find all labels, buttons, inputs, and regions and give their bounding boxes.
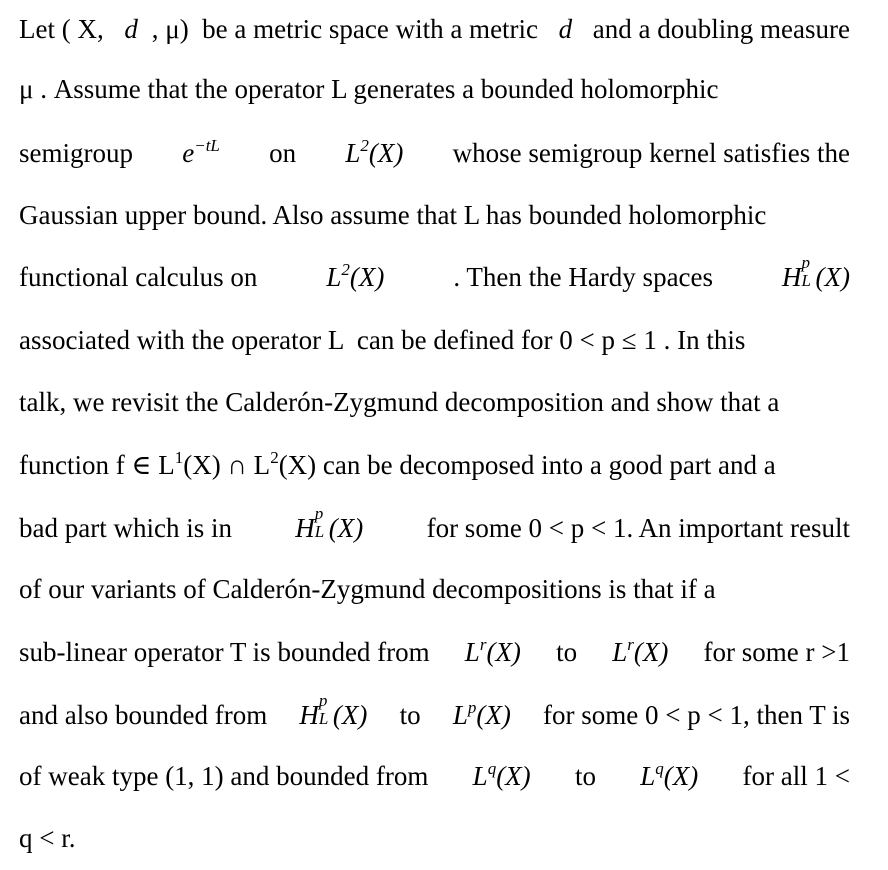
l2-arg: (X) xyxy=(368,138,404,168)
text-semigroup: semigroup xyxy=(19,138,140,168)
l2-arg-2: (X) xyxy=(349,262,385,292)
hardy-arg-3: (X) xyxy=(332,700,368,730)
text-sub-linear: sub-linear operator T is bounded from xyxy=(19,637,437,667)
text-then-t: for some 0 < p < 1, then T is xyxy=(536,700,850,730)
abstract-line-1 xyxy=(19,9,850,49)
l1-exponent: 1 xyxy=(174,448,184,467)
abstract-line-10 xyxy=(19,569,850,609)
text-decomposed: (X) can be decomposed into a good part and a xyxy=(278,450,776,480)
text-line-6: associated with the operator L can be defined for 0 < p ≤ 1 . In this xyxy=(19,325,746,355)
metric-symbol-d: d xyxy=(124,14,138,44)
l2-space-2 xyxy=(326,257,384,297)
text-line-10: of our variants of Calderón-Zygmund decompositions is that if a xyxy=(19,574,716,604)
lq-space-1 xyxy=(473,756,531,796)
text-weak-type: of weak type (1, 1) and bounded from xyxy=(19,761,436,791)
text-let: Let ( X, xyxy=(19,14,111,44)
hardy-sup-3: p xyxy=(318,691,328,710)
abstract-line-2 xyxy=(19,69,850,109)
abstract-line-3 xyxy=(19,133,850,173)
lp-base: L xyxy=(452,700,468,730)
abstract-line-4 xyxy=(19,195,850,235)
lp-arg: (X) xyxy=(476,700,511,730)
hardy-sup-2: p xyxy=(314,504,324,523)
text-also-bounded: and also bounded from xyxy=(19,700,274,730)
l2-base-2: L xyxy=(326,262,342,292)
lq-arg-1: (X) xyxy=(496,761,531,791)
hardy-sup-1: p xyxy=(801,253,810,272)
text-to-1: to xyxy=(549,637,584,667)
hardy-space-2 xyxy=(295,504,364,548)
text-line-14: q < r. xyxy=(19,823,76,853)
text-line-4: Gaussian upper bound. Also assume that L has bounded holomorphic xyxy=(19,200,767,230)
exp-base: e xyxy=(182,138,195,168)
lr-base-2: L xyxy=(612,637,628,667)
text-on: on xyxy=(262,138,303,168)
hardy-arg-1: (X) xyxy=(815,262,850,292)
text-hardy-spaces: . Then the Hardy spaces xyxy=(446,262,720,292)
lr-arg-1: (X) xyxy=(486,637,521,667)
abstract-line-13 xyxy=(19,756,850,796)
hardy-sub-2: L xyxy=(314,522,325,541)
text-metric-space: , μ) be a metric space with a metric xyxy=(151,14,545,44)
hardy-space-1 xyxy=(781,253,850,297)
lr-space-1 xyxy=(465,632,521,672)
hardy-base-1: H xyxy=(781,262,802,292)
text-to-3: to xyxy=(568,761,603,791)
text-bad-part: bad part which is in xyxy=(19,513,239,543)
text-doubling-measure: and a doubling measure xyxy=(586,14,850,44)
lq-exponent-1: q xyxy=(487,759,497,778)
hardy-sub-3: L xyxy=(318,709,329,728)
abstract-line-6 xyxy=(19,320,850,360)
lr-exponent-1: r xyxy=(479,635,487,654)
abstract-line-9 xyxy=(19,504,850,548)
lq-base-1: L xyxy=(472,761,488,791)
text-line-2: μ . Assume that the operator L generates a bounded holomorphic xyxy=(19,74,719,104)
hardy-base-2: H xyxy=(295,513,315,543)
abstract-line-5 xyxy=(19,253,850,297)
lr-base-1: L xyxy=(464,637,480,667)
text-kernel: whose semigroup kernel satisfies the xyxy=(445,138,850,168)
l2-exponent-2: 2 xyxy=(341,260,350,279)
lq-arg-2: (X) xyxy=(663,761,699,791)
l2-base: L xyxy=(345,138,361,168)
hardy-base-3: H xyxy=(299,700,319,730)
text-intersection: (X) ∩ L xyxy=(183,450,271,480)
exp-power: −tL xyxy=(194,136,220,155)
lq-base-2: L xyxy=(640,761,656,791)
text-functional-calculus: functional calculus on xyxy=(19,262,265,292)
semigroup-expression xyxy=(182,133,220,173)
lp-space xyxy=(453,695,511,735)
l2-exponent-3: 2 xyxy=(270,448,279,467)
lr-exponent-2: r xyxy=(627,635,634,654)
lr-space-2 xyxy=(612,632,668,672)
lq-space-2 xyxy=(640,756,698,796)
text-line-8 xyxy=(19,445,776,485)
text-important-result: for some 0 < p < 1. An important result xyxy=(419,513,850,543)
l2-space xyxy=(345,133,403,173)
text-line-7: talk, we revisit the Calderón-Zygmund decomposition and show that a xyxy=(19,387,780,417)
hardy-space-3 xyxy=(299,691,368,735)
abstract-line-12 xyxy=(19,691,850,735)
text-some-r: for some r >1 xyxy=(696,637,850,667)
text-for-all: for all 1 < xyxy=(735,761,850,791)
metric-symbol-d-2: d xyxy=(558,14,573,44)
abstract-line-7 xyxy=(19,382,850,422)
lp-exponent: p xyxy=(467,698,477,717)
lq-exponent-2: q xyxy=(655,759,664,778)
text-function-f: function f ∈ L xyxy=(19,450,175,480)
l2-exponent: 2 xyxy=(360,136,369,155)
lr-arg-2: (X) xyxy=(633,637,669,667)
abstract-line-8 xyxy=(19,445,850,485)
abstract-line-11 xyxy=(19,632,850,672)
text-to-2: to xyxy=(392,700,428,730)
hardy-arg-2: (X) xyxy=(328,513,364,543)
abstract-line-14 xyxy=(19,818,850,858)
hardy-sub-1: L xyxy=(801,271,811,290)
